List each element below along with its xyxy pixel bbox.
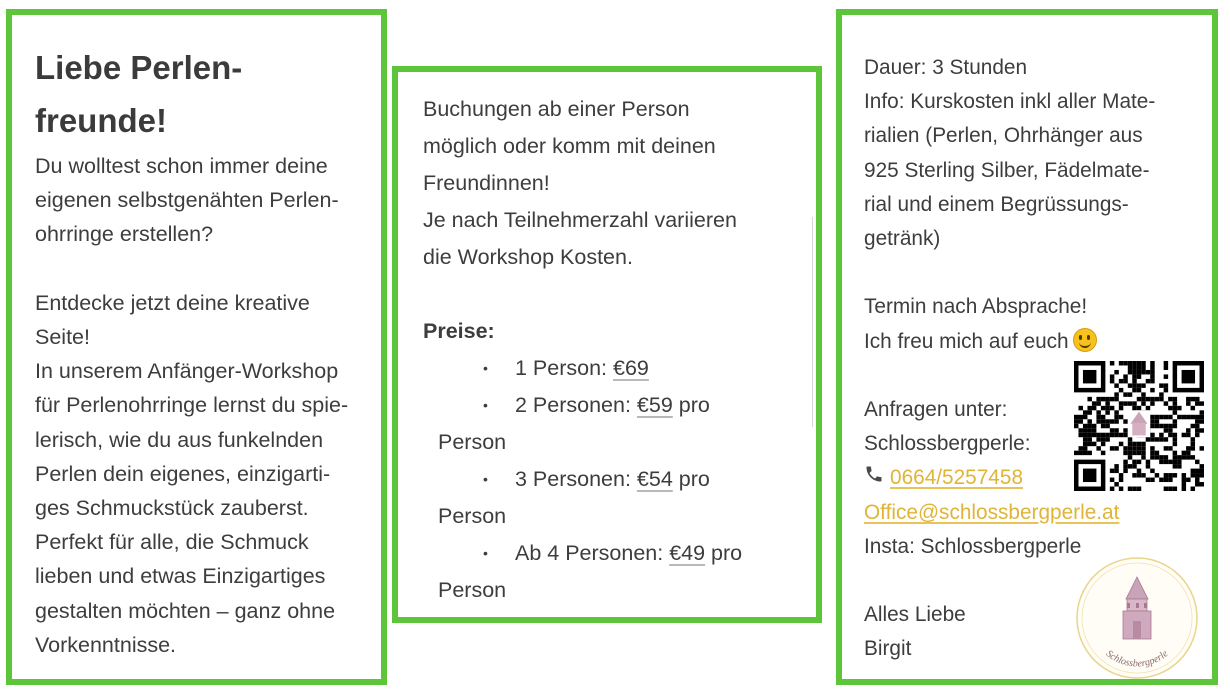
title-line-2: freunde! (35, 102, 167, 139)
bullet-icon: • (483, 360, 488, 376)
text-line: Entdecke jetzt deine kreative (35, 290, 310, 315)
text-line: Vorkenntnisse. (35, 632, 177, 657)
text-line: Info: Kurskosten inkl aller Mate- (864, 90, 1156, 114)
text-line: ohrringe erstellen? (35, 222, 214, 247)
price-label: 2 Personen: (515, 393, 637, 417)
text-line: Freundinnen! (423, 171, 550, 195)
price-value: €54 (636, 467, 673, 491)
smiley-icon (1073, 328, 1097, 352)
email-line (864, 496, 1155, 530)
insta-line: Insta: Schlossbergperle (864, 534, 1082, 558)
card-title (35, 41, 242, 147)
price-suffix: pro (672, 467, 710, 491)
text-line: getränk) (864, 227, 941, 251)
prices-heading: Preise: (423, 319, 495, 343)
price-item (423, 387, 742, 424)
text-line: lieben und etwas Einzigartiges (35, 564, 326, 589)
price-continuation: Person (438, 430, 507, 454)
price-label: Ab 4 Personen: (515, 541, 670, 565)
text-line: Seite! (35, 325, 90, 350)
price-value: €59 (636, 393, 673, 417)
price-label: 3 Personen: (515, 467, 637, 491)
text-line: möglich oder komm mit deinen (423, 134, 716, 158)
inquiry-line: Schlossbergperle: (864, 432, 1031, 456)
stamp-text: Schlossbergperle (1103, 648, 1171, 670)
text-line: lerisch, wie du aus funkelnden (35, 427, 324, 452)
price-suffix: pro (672, 393, 710, 417)
price-item (423, 535, 742, 572)
price-item (423, 350, 742, 387)
text-line: Je nach Teilnehmerzahl variieren (423, 208, 737, 232)
price-suffix: pro (705, 541, 743, 565)
text-line: gestalten möchten – ganz ohne (35, 598, 336, 623)
pricing-text (423, 91, 742, 609)
signature-line: Birgit (864, 637, 912, 661)
price-continuation: Person (438, 578, 507, 602)
appointment-line: Termin nach Absprache! (864, 295, 1088, 319)
text-line: eigenen selbstgenähten Perlen- (35, 188, 339, 213)
price-value: €49 (669, 541, 706, 565)
greeting-text: Ich freu mich auf euch (864, 329, 1069, 353)
text-line: für Perlenohrringe lernst du spie- (35, 393, 349, 418)
text-line: 925 Sterling Silber, Fädelmate- (864, 158, 1150, 182)
inquiry-line: Anfragen unter: (864, 398, 1008, 422)
blank-line (423, 276, 742, 313)
greeting-line (864, 325, 1155, 359)
title-line-1: Liebe Perlen- (35, 49, 243, 86)
intro-card (6, 9, 387, 685)
text-line: Buchungen ab einer Person (423, 97, 690, 121)
phone-link[interactable]: 0664/5257458 (890, 466, 1024, 490)
text-line: ges Schmuckstück zauberst. (35, 496, 309, 521)
text-line: Du wolltest schon immer deine (35, 154, 328, 178)
phone-icon (864, 461, 890, 495)
text-line: die Workshop Kosten. (423, 245, 633, 269)
price-continuation: Person (438, 504, 507, 528)
price-label: 1 Person: (515, 356, 613, 380)
price-value: €69 (613, 356, 649, 380)
text-line: Perfekt für alle, die Schmuck (35, 530, 309, 555)
bullet-icon: • (483, 471, 488, 487)
text-line: In unserem Anfänger-Workshop (35, 359, 339, 384)
text-line: Perlen dein eigenes, einzigarti- (35, 461, 331, 486)
scroll-divider (812, 217, 813, 427)
text-line: rial und einem Begrüssungs- (864, 192, 1129, 216)
price-item (423, 461, 742, 498)
text-line: rialien (Perlen, Ohrhänger aus (864, 124, 1143, 148)
qr-code-icon[interactable] (1074, 361, 1204, 491)
duration-line: Dauer: 3 Stunden (864, 56, 1028, 79)
pricing-card (392, 66, 822, 623)
closing-line: Alles Liebe (864, 603, 966, 627)
intro-text (35, 149, 348, 662)
blank-line (35, 252, 348, 286)
logo-stamp (1074, 555, 1200, 681)
details-card (836, 9, 1218, 685)
blank-line (864, 256, 1155, 290)
email-link[interactable]: Office@schlossbergperle.at (864, 500, 1120, 524)
bullet-icon: • (483, 397, 488, 413)
bullet-icon: • (483, 545, 488, 561)
